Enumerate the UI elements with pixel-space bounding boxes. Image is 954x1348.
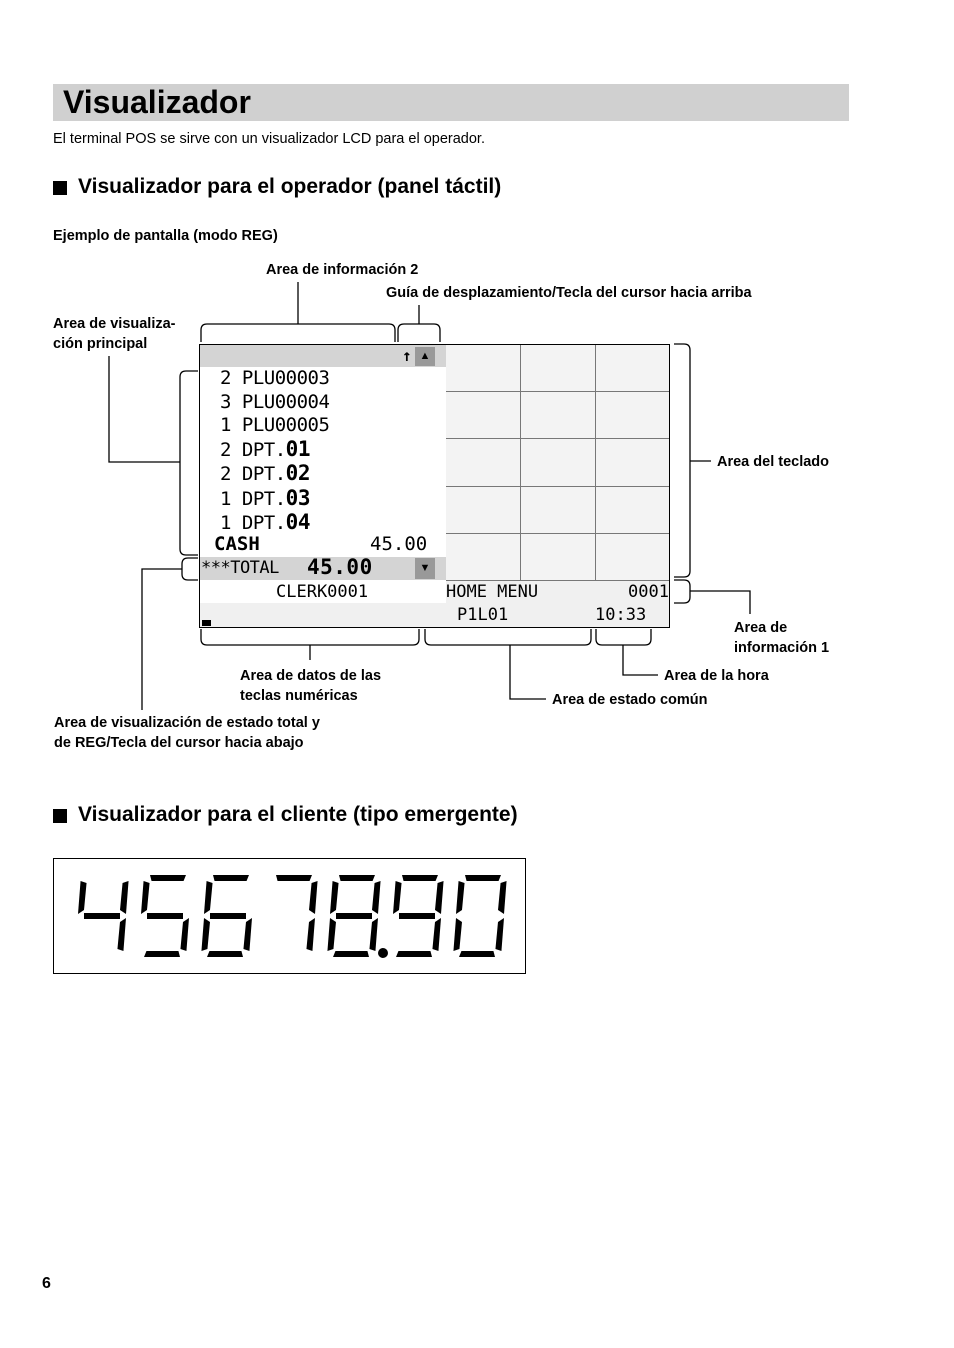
keyboard-key[interactable] xyxy=(446,345,521,392)
digit-segment xyxy=(369,918,378,951)
keyboard-key[interactable] xyxy=(521,534,596,581)
keyboard-key[interactable] xyxy=(521,392,596,439)
digit-segment xyxy=(243,918,252,951)
digit-segment xyxy=(459,951,495,957)
digit-segment xyxy=(276,875,312,881)
keyboard-key[interactable] xyxy=(596,487,670,534)
keyboard-key[interactable] xyxy=(596,439,670,486)
keyboard-key[interactable] xyxy=(521,487,596,534)
digit-segment xyxy=(336,913,372,919)
digit-segment xyxy=(309,881,318,914)
label-info-area-2: Area de información 2 xyxy=(266,262,419,278)
digit-segment xyxy=(330,881,339,914)
digit-segment xyxy=(333,951,369,957)
label-keyboard-area: Area del teclado xyxy=(717,454,830,470)
keyboard-key[interactable] xyxy=(596,345,670,392)
scroll-up-key[interactable]: ▲ xyxy=(415,347,435,366)
list-item[interactable]: 2 DPT.02 xyxy=(220,461,310,485)
scroll-up-arrow-icon: ↑ xyxy=(402,346,412,365)
lcd-item-list xyxy=(220,367,329,536)
label-scroll-guide: Guía de desplazamiento/Tecla del cursor hacia arriba xyxy=(386,285,752,301)
cursor-marker xyxy=(202,620,211,626)
digit-segment xyxy=(120,881,129,914)
keyboard-key[interactable] xyxy=(446,487,521,534)
keyboard-key[interactable] xyxy=(446,439,521,486)
label-common-status: Area de estado común xyxy=(552,692,708,708)
clock-time: 10:33 xyxy=(595,605,647,625)
total-label: ***TOTAL xyxy=(201,558,279,578)
digit-segment xyxy=(453,918,462,951)
digit-segment xyxy=(144,951,180,957)
digit-segment xyxy=(201,918,210,951)
example-title: Ejemplo de pantalla (modo REG) xyxy=(53,228,278,244)
position-code: P1L01 xyxy=(457,605,509,625)
list-item[interactable]: 2 PLU00003 xyxy=(220,367,330,389)
digit-segment xyxy=(495,918,504,951)
digit-segment xyxy=(432,918,441,951)
scroll-down-key[interactable]: ▼ xyxy=(415,558,435,579)
decimal-point xyxy=(378,948,388,958)
list-item[interactable]: 3 PLU00004 xyxy=(220,390,330,413)
section-heading-operator: Visualizador para el operador (panel táctil) xyxy=(78,175,502,198)
digit-segment xyxy=(150,875,186,881)
label-time-area: Area de la hora xyxy=(664,668,769,684)
page-number: 6 xyxy=(42,1275,51,1292)
digit-segment xyxy=(180,918,189,951)
customer-display-digits xyxy=(53,858,526,974)
label-total-status: Area de visualización de estado total y de REG/Tecla del cursor hacia abajo xyxy=(54,715,320,751)
digit-segment xyxy=(207,951,243,957)
digit-segment xyxy=(465,875,501,881)
cash-label: CASH xyxy=(214,533,260,555)
digit-segment xyxy=(213,875,249,881)
digit-segment xyxy=(396,951,432,957)
keyboard-key[interactable] xyxy=(521,439,596,486)
total-value: 45.00 xyxy=(307,555,373,579)
section-bullet-icon xyxy=(53,809,67,823)
digit-segment xyxy=(210,913,246,919)
digit-segment xyxy=(339,875,375,881)
label-info-area-1: Area de información 1 xyxy=(734,620,830,656)
digit-segment xyxy=(78,881,87,914)
list-item[interactable]: 1 PLU00005 xyxy=(220,414,330,436)
digit-segment xyxy=(435,881,444,914)
digit-segment xyxy=(498,881,507,914)
label-main-area: Area de visualiza- ción principal xyxy=(53,316,176,352)
digit-segment xyxy=(306,918,315,951)
list-item[interactable]: 1 DPT.03 xyxy=(220,485,310,510)
list-item[interactable]: 2 DPT.01 xyxy=(220,436,310,461)
list-item[interactable]: 1 DPT.04 xyxy=(220,510,310,534)
digit-segment xyxy=(456,881,465,914)
keyboard-area xyxy=(446,345,670,581)
page-title: Visualizador xyxy=(63,84,251,120)
keyboard-key[interactable] xyxy=(521,345,596,392)
digit-segment xyxy=(402,875,438,881)
cash-value: 45.00 xyxy=(370,533,428,555)
menu-code: 0001 xyxy=(628,582,669,602)
clerk-name: CLERK0001 xyxy=(276,582,369,602)
keyboard-key[interactable] xyxy=(596,392,670,439)
digit-segment xyxy=(327,918,336,951)
digit-segment xyxy=(393,881,402,914)
home-menu-label: HOME MENU xyxy=(446,582,539,602)
intro-text: El terminal POS se sirve con un visualizador LCD para el operador. xyxy=(53,131,485,147)
operator-lcd-screen xyxy=(199,344,670,628)
digit-segment xyxy=(117,918,126,951)
digit-segment xyxy=(204,881,213,914)
label-numeric-keys: Area de datos de las teclas numéricas xyxy=(240,668,382,704)
digit-segment xyxy=(84,913,120,919)
digit-segment xyxy=(372,881,381,914)
keyboard-key[interactable] xyxy=(446,534,521,581)
keyboard-key[interactable] xyxy=(446,392,521,439)
digit-segment xyxy=(141,881,150,914)
digit-segment xyxy=(147,913,183,919)
section-heading-customer: Visualizador para el cliente (tipo emergente) xyxy=(78,803,518,826)
digit-segment xyxy=(399,913,435,919)
keyboard-key[interactable] xyxy=(596,534,670,581)
